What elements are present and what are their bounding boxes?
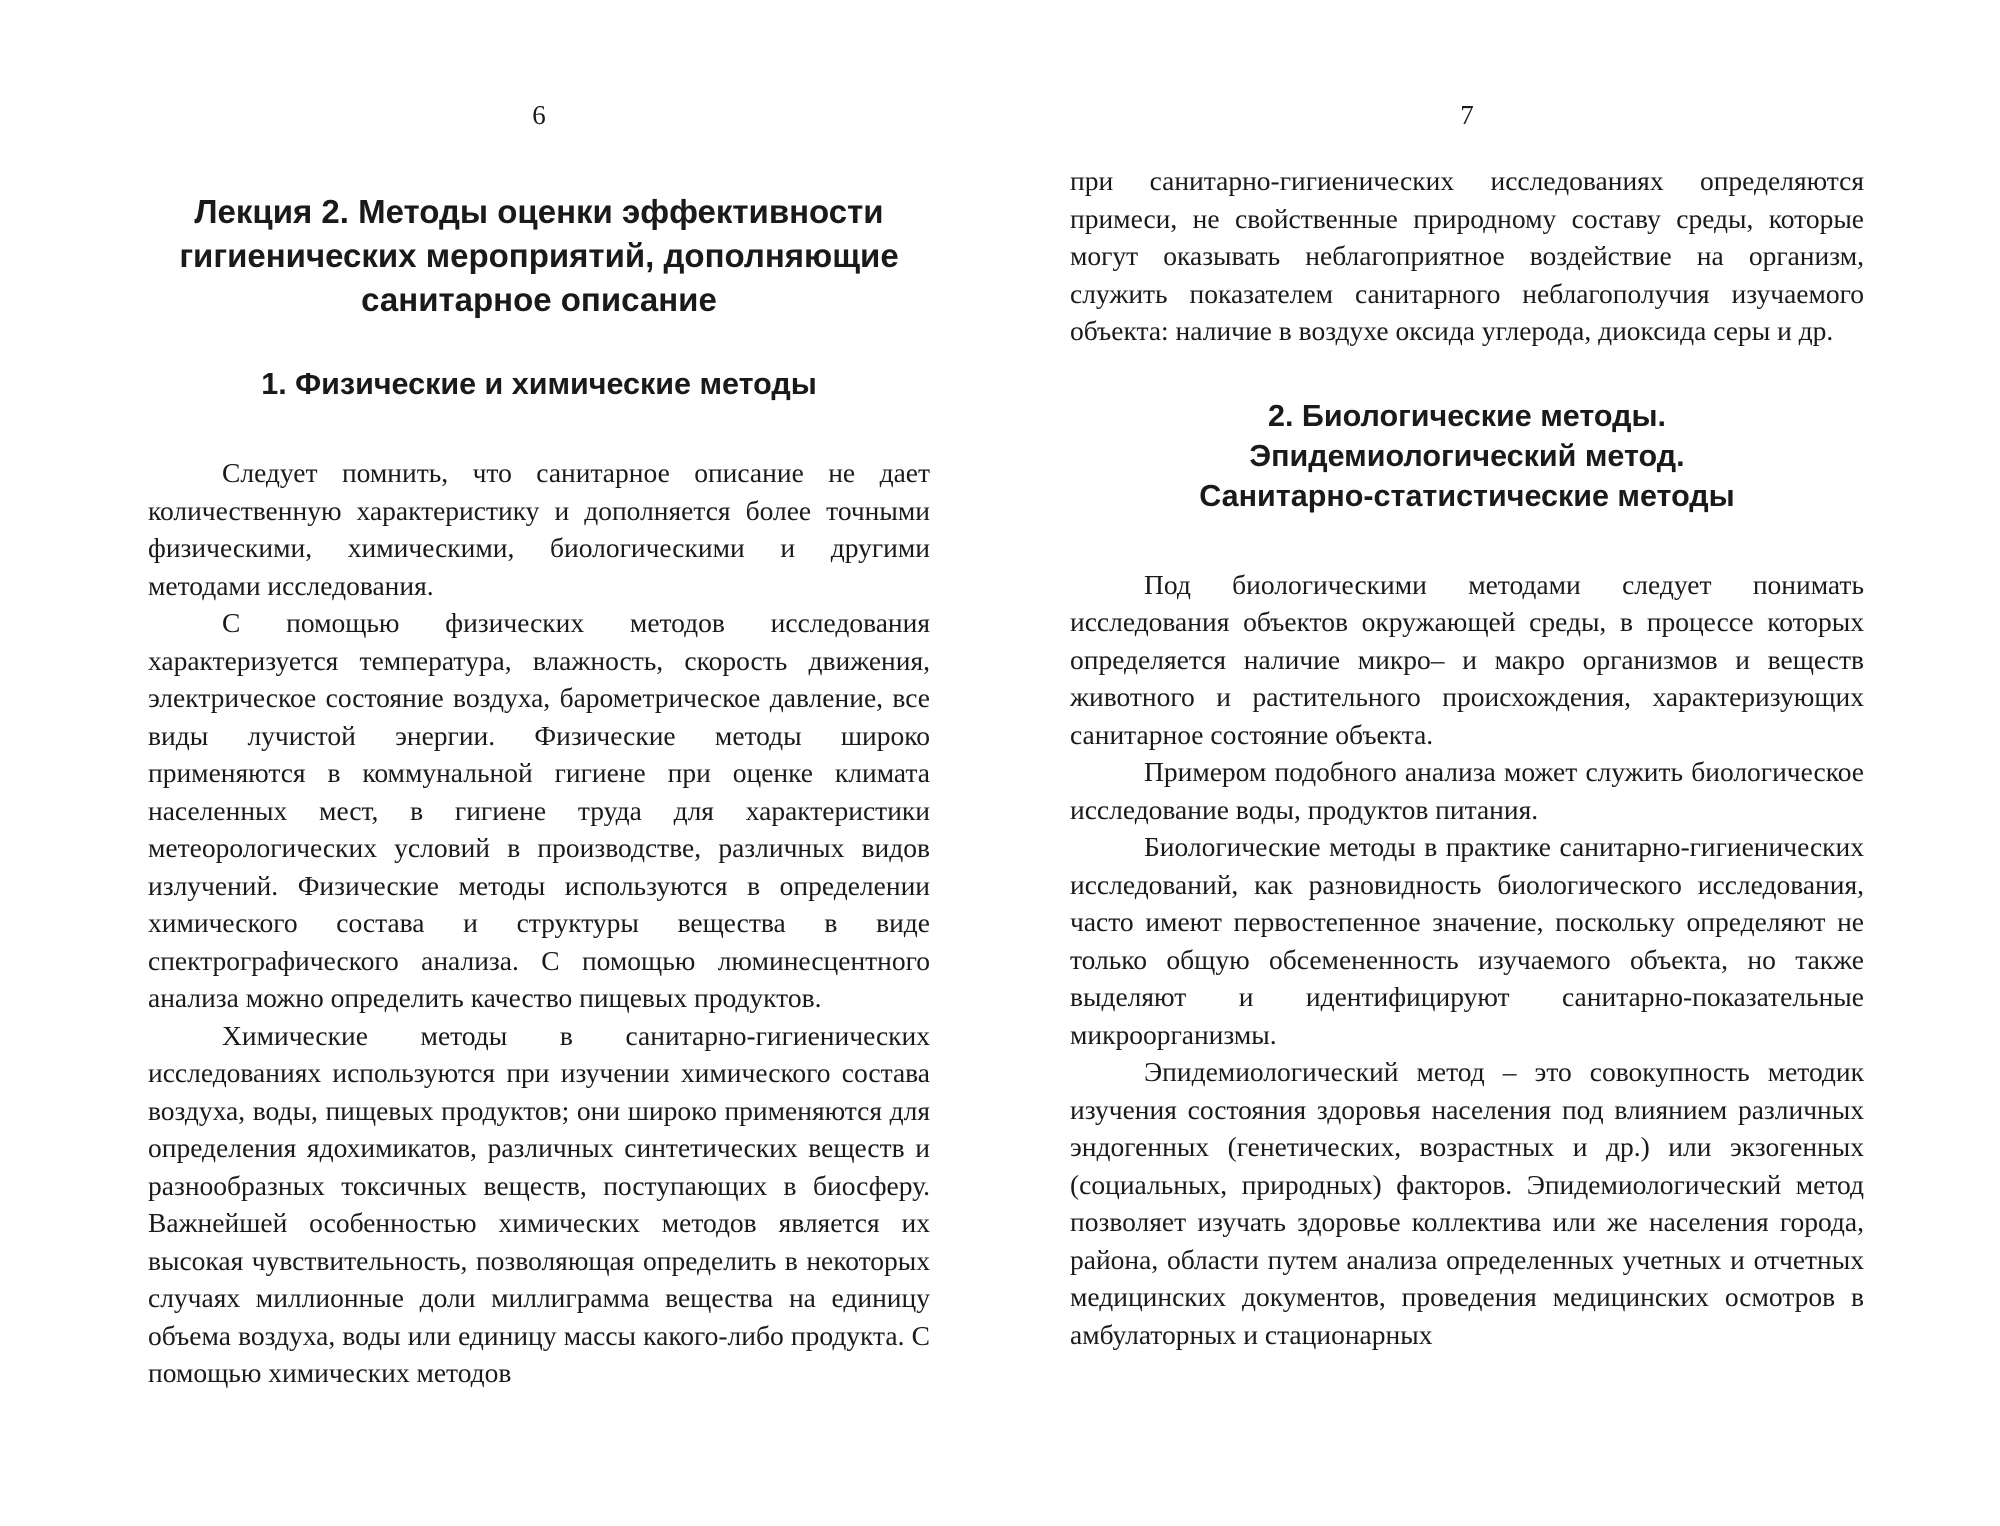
paragraph: Следует помнить, что санитарное описание не дает количественную характеристику и дополняется более точными физическими, химическими, биологическими и другими методами исследования. <box>148 457 930 601</box>
continuation-paragraph: при санитарно-гигиенических исследованиях определяются примеси, не свойственные природному составу среды, которые могут оказывать неблагоприятное воздействие на организм, служить показателем санитарного неблагополучия изучаемого объекта: наличие в воздухе оксида углерода, диоксида серы и др. <box>1070 165 1864 346</box>
left-page <box>148 0 930 1526</box>
section-title-physical-chemical: 1. Физические и химические методы <box>261 367 817 401</box>
page-number-right: 7 <box>1460 100 1474 130</box>
section-title-line: Санитарно-статистические методы <box>1199 478 1735 513</box>
section-title-biological <box>1070 396 1864 516</box>
right-page <box>1070 0 1864 1526</box>
paragraph: Биологические методы в практике санитарно-гигиенических исследований, как разновидность биологического исследования, часто имеют первостепенное значение, поскольку определяют не только общую обсемененность изучаемого объекта, но также выделяют и идентифицируют санитарно-показательные микроорганизмы. <box>1070 831 1864 1050</box>
paragraph: Эпидемиологический метод – это совокупность методик изучения состояния здоровья населения под влиянием различных эндогенных (генетических, возрастных и др.) или экзогенных (социальных, природных) факторов. Эпидемиологический метод позволяет изучать здоровье коллектива или же населения города, района, области путем анализа определенных учетных и отчетных медицинских документов, проведения медицинских осмотров в амбулаторных и стационарных <box>1070 1056 1864 1350</box>
section-title-line: Эпидемиологический метод. <box>1249 438 1685 473</box>
right-page-content <box>1070 162 1864 1353</box>
section-title-line: 2. Биологические методы. <box>1268 398 1666 433</box>
lecture-title: Лекция 2. Методы оценки эффективности гигиенических мероприятий, дополняющие санитарное описание <box>179 193 899 318</box>
left-page-content <box>148 190 930 1392</box>
page-number-left: 6 <box>532 100 546 130</box>
paragraph: Примером подобного анализа может служить биологическое исследование воды, продуктов питания. <box>1070 756 1864 825</box>
paragraph: С помощью физических методов исследования характеризуется температура, влажность, скорость движения, электрическое состояние воздуха, барометрическое давление, все виды лучистой энергии. Физические методы широко применяются в коммунальной гигиене при оценке климата населенных мест, в гигиене труда для характеристики метеорологических условий в производстве, различных видов излучений. Физические методы используются в определении химического состава и структуры вещества в виде спектрографического анализа. С помощью люминесцентного анализа можно определить качество пищевых продуктов. <box>148 607 930 1013</box>
paragraph: Под биологическими методами следует понимать исследования объектов окружающей среды, в процессе которых определяется наличие микро– и макро организмов и веществ животного и растительного происхождения, характеризующих санитарное состояние объекта. <box>1070 568 1864 750</box>
paragraph: Химические методы в санитарно-гигиенических исследованиях используются при изучении химического состава воздуха, воды, пищевых продуктов; они широко применяются для определения ядохимикатов, различных синтетических веществ и разнообразных токсичных веществ, поступающих в биосферу. Важнейшей особенностью химических методов является их высокая чувствительность, позволяющая определить в некоторых случаях миллионные доли миллиграмма вещества на единицу объема воздуха, воды или единицу массы какого-либо продукта. С помощью химических методов <box>148 1019 930 1388</box>
